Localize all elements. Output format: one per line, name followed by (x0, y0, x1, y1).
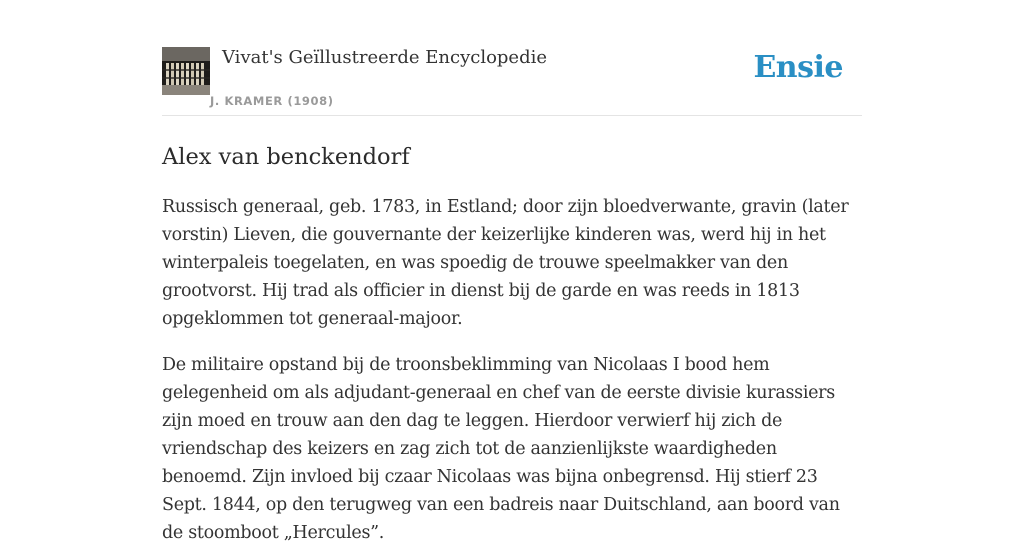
publication-author: J. KRAMER (1908) (210, 94, 334, 108)
publication-header (162, 46, 862, 116)
entry-title: Alex van benckendorf (162, 144, 410, 170)
entry-paragraph: De militaire opstand bij de troonsbeklimming van Nicolaas I bood hem gelegenheid om als adjudant-generaal en chef van de eerste divisie kurassiers zijn moed en trouw aan den dag te leggen. Hierdoor verwierf hij zich de vriendschap des keizers en zag zich tot de aanzienlijkste waardigheden benoemd. Zijn invloed bij czaar Nicolaas was bijna onbegrensd. Hij stierf 23 Sept. 1844, op den terugweg van een badreis naar Duitschland, aan boord van de stoomboot „Hercules”. (162, 355, 840, 543)
ensie-logo[interactable]: Ensie (753, 50, 843, 85)
entry-body (162, 193, 862, 547)
entry-paragraph: Russisch generaal, geb. 1783, in Estland; door zijn bloedverwante, gravin (later vorstin) Lieven, die gouvernante der keizerlijke kinderen was, werd hij in het winterpaleis toegelaten, en was spoedig de trouwe speelmakker van den grootvorst. Hij trad als officier in dienst bij de garde en was reeds in 1813 opgeklommen tot generaal-majoor. (162, 197, 849, 329)
book-spines-icon (162, 47, 210, 95)
publication-avatar[interactable] (162, 47, 210, 95)
publication-title[interactable]: Vivat's Geïllustreerde Encyclopedie (222, 47, 548, 68)
page (162, 0, 862, 547)
